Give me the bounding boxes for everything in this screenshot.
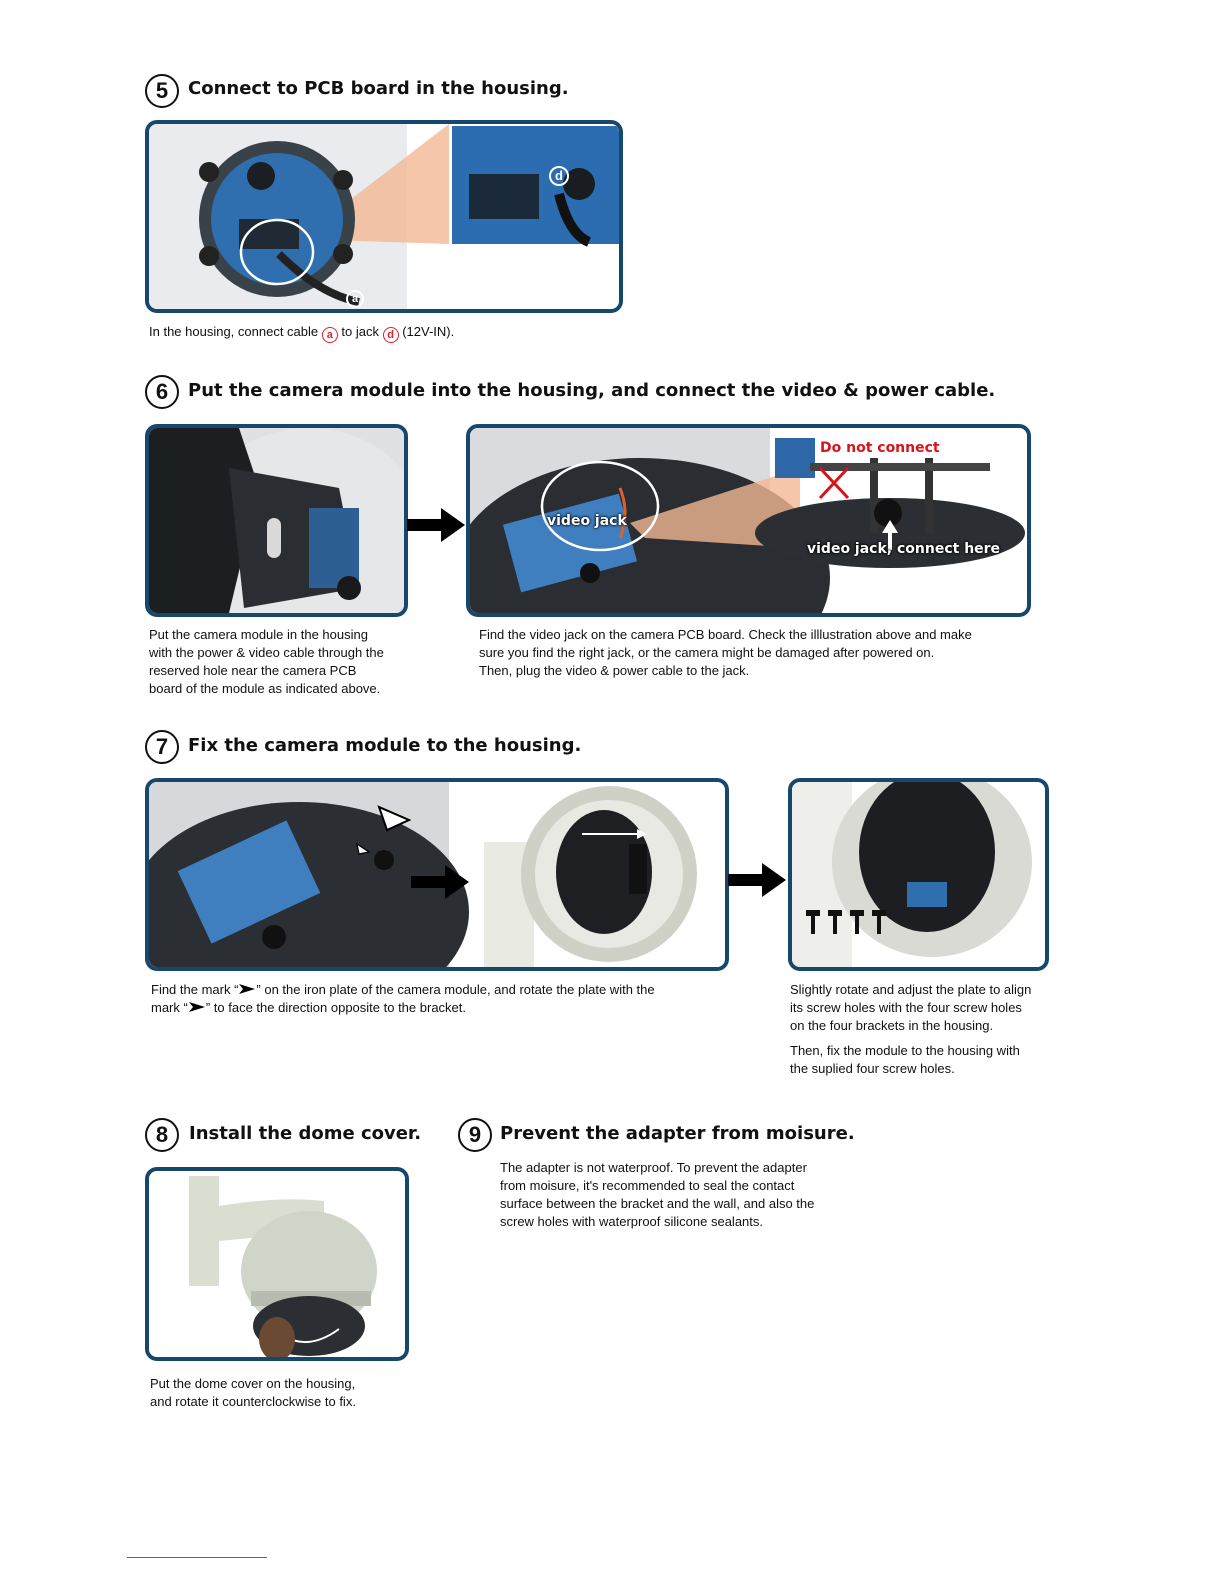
- caption-text: ” to face the direction opposite to the bracket.: [205, 1000, 466, 1015]
- dome-cover-illustration: [149, 1171, 405, 1357]
- step-5-number: 5: [145, 74, 179, 108]
- footnote-rule: [127, 1557, 267, 1558]
- screw-fix-illustration: [792, 782, 1045, 967]
- body-line: The adapter is not waterproof. To prevent the adapter: [500, 1160, 807, 1175]
- body-line: surface between the bracket and the wall, and also the: [500, 1196, 815, 1211]
- step-6-photo-right: [466, 424, 1031, 617]
- caption-line: Then, plug the video & power cable to the jack.: [479, 663, 750, 678]
- step-8-number: 8: [145, 1118, 179, 1152]
- step-5-caption: [149, 323, 454, 343]
- right-arrow-icon: [407, 508, 465, 542]
- step-7-photo-left: [145, 778, 729, 971]
- step-7-caption-right: [790, 981, 1031, 1035]
- pcb-housing-illustration: [149, 124, 619, 309]
- step-5-photo: [145, 120, 623, 313]
- caption-text: to jack: [341, 324, 379, 339]
- body-line: from moisure, it's recommended to seal the contact: [500, 1178, 795, 1193]
- step-6-heading: Put the camera module into the housing, and connect the video & power cable.: [188, 380, 996, 401]
- step-9-heading: Prevent the adapter from moisure.: [500, 1123, 855, 1144]
- caption-line: and rotate it counterclockwise to fix.: [150, 1394, 356, 1409]
- step-8-caption: [150, 1375, 356, 1411]
- caption-line: Then, fix the module to the housing with: [790, 1043, 1020, 1058]
- caption-line: the suplied four screw holes.: [790, 1061, 955, 1076]
- video-jack-label: video jack: [547, 513, 627, 529]
- step-5-heading: Connect to PCB board in the housing.: [188, 78, 569, 99]
- jack-d-icon: d: [383, 327, 399, 343]
- step-9-body: [500, 1159, 814, 1231]
- caption-line: board of the module as indicated above.: [149, 681, 381, 696]
- step-8-heading: Install the dome cover.: [189, 1123, 422, 1144]
- do-not-connect-label: Do not connect: [816, 439, 944, 457]
- caption-text: In the housing, connect cable: [149, 324, 319, 339]
- step-6-number: 6: [145, 375, 179, 409]
- step-8-photo: [145, 1167, 409, 1361]
- right-arrow-icon: [728, 863, 786, 897]
- caption-text: mark “: [151, 1000, 188, 1015]
- caption-line: Put the camera module in the housing: [149, 627, 368, 642]
- step-9-number: 9: [458, 1118, 492, 1152]
- cable-a-icon: a: [322, 327, 338, 343]
- body-line: screw holes with waterproof silicone sealants.: [500, 1214, 764, 1229]
- caption-line: on the four brackets in the housing.: [790, 1018, 994, 1033]
- arrow-mark-icon: [238, 984, 256, 994]
- caption-line: [151, 981, 655, 999]
- caption-text: (12V-IN).: [402, 324, 455, 339]
- caption-line: with the power & video cable through the: [149, 645, 384, 660]
- caption-line: [151, 999, 655, 1017]
- caption-text: ” on the iron plate of the camera module, and rotate the plate with the: [256, 982, 655, 997]
- step-6-caption-right: [479, 626, 972, 680]
- caption-line: reserved hole near the camera PCB: [149, 663, 357, 678]
- right-arrow-icon: [411, 865, 469, 899]
- caption-line: Put the dome cover on the housing,: [150, 1376, 356, 1391]
- step-7-heading: Fix the camera module to the housing.: [188, 735, 582, 756]
- cable-a-marker: a: [346, 290, 364, 308]
- step-7-caption-left: [151, 981, 655, 1017]
- connect-here-label: video jack, connect here: [807, 541, 1001, 557]
- step-7-photo-right: [788, 778, 1049, 971]
- step-6-photo-left: [145, 424, 408, 617]
- step-7-number: 7: [145, 730, 179, 764]
- caption-line: sure you find the right jack, or the camera might be damaged after powered on.: [479, 645, 935, 660]
- caption-line: its screw holes with the four screw holes: [790, 1000, 1022, 1015]
- camera-module-insert-illustration: [149, 428, 404, 613]
- jack-d-marker: d: [549, 166, 569, 186]
- caption-line: Slightly rotate and adjust the plate to align: [790, 982, 1032, 997]
- arrow-mark-icon: [188, 1002, 206, 1012]
- caption-line: Find the video jack on the camera PCB board. Check the illlustration above and make: [479, 627, 972, 642]
- step-7-caption-right-2: [790, 1042, 1020, 1078]
- step-6-caption-left: [149, 626, 384, 698]
- caption-text: Find the mark “: [151, 982, 239, 997]
